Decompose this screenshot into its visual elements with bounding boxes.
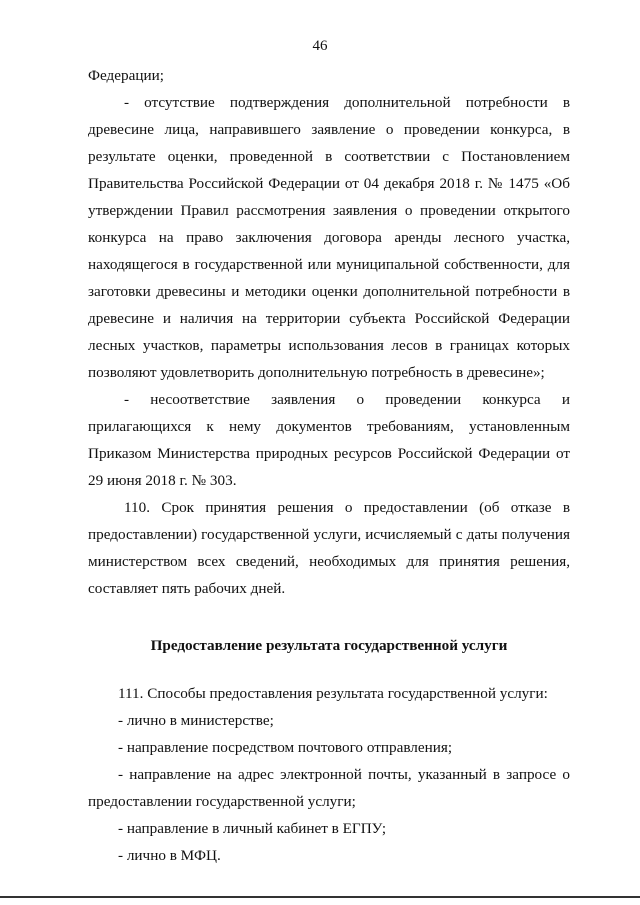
paragraph-111: 111. Способы предоставления результата государственной услуги: — [118, 685, 548, 702]
bottom-border — [0, 896, 640, 898]
section-heading: Предоставление результата государственной услуги — [150, 637, 508, 654]
paragraph-110: 110. Срок принятия решения о предоставлении (об отказе в предоставлении) государственной услуги, исчисляемый с даты получения министерством всех сведений, необходимых для принятия решения, составляет пять рабочих дней. — [88, 499, 570, 597]
paragraph-no-confirmation: - отсутствие подтверждения дополнительной потребности в древесине лица, направившего заявление о проведении конкурса, в результате оценки, проведенной в соответствии с Постановлением Правительства Российской Федерации от 04 декабря 2018 г. № 1475 «Об утверждении Правил рассмотрения заявления о проведении открытого конкурса на право заключения договора аренды лесного участка, находящегося в государственной или муниципальной собственности, для заготовки древесины и методики оценки дополнительной потребности в древесине и наличия на территории субъекта Российской Федерации лесных участков, параметры использования лесов в границах которых позволяют удовлетворить дополнительную потребность в древесине»; — [88, 94, 570, 381]
list-item: - направление в личный кабинет в ЕГПУ; — [118, 820, 387, 837]
list-item: - направление на адрес электронной почты, указанный в запросе о предоставлении государственной услуги; — [88, 766, 570, 810]
paragraph-continuation: Федерации; — [88, 67, 164, 84]
document-body — [88, 62, 570, 869]
list-item: - направление посредством почтового отправления; — [118, 739, 453, 756]
list-item: - лично в МФЦ. — [118, 847, 221, 864]
list-item: - лично в министерстве; — [118, 712, 274, 729]
paragraph-non-compliance: - несоответствие заявления о проведении конкурса и прилагающихся к нему документов требованиям, установленным Приказом Министерства природных ресурсов Российской Федерации от 29 июня 2018 г. № 303. — [88, 391, 570, 489]
page-number: 46 — [312, 38, 328, 54]
